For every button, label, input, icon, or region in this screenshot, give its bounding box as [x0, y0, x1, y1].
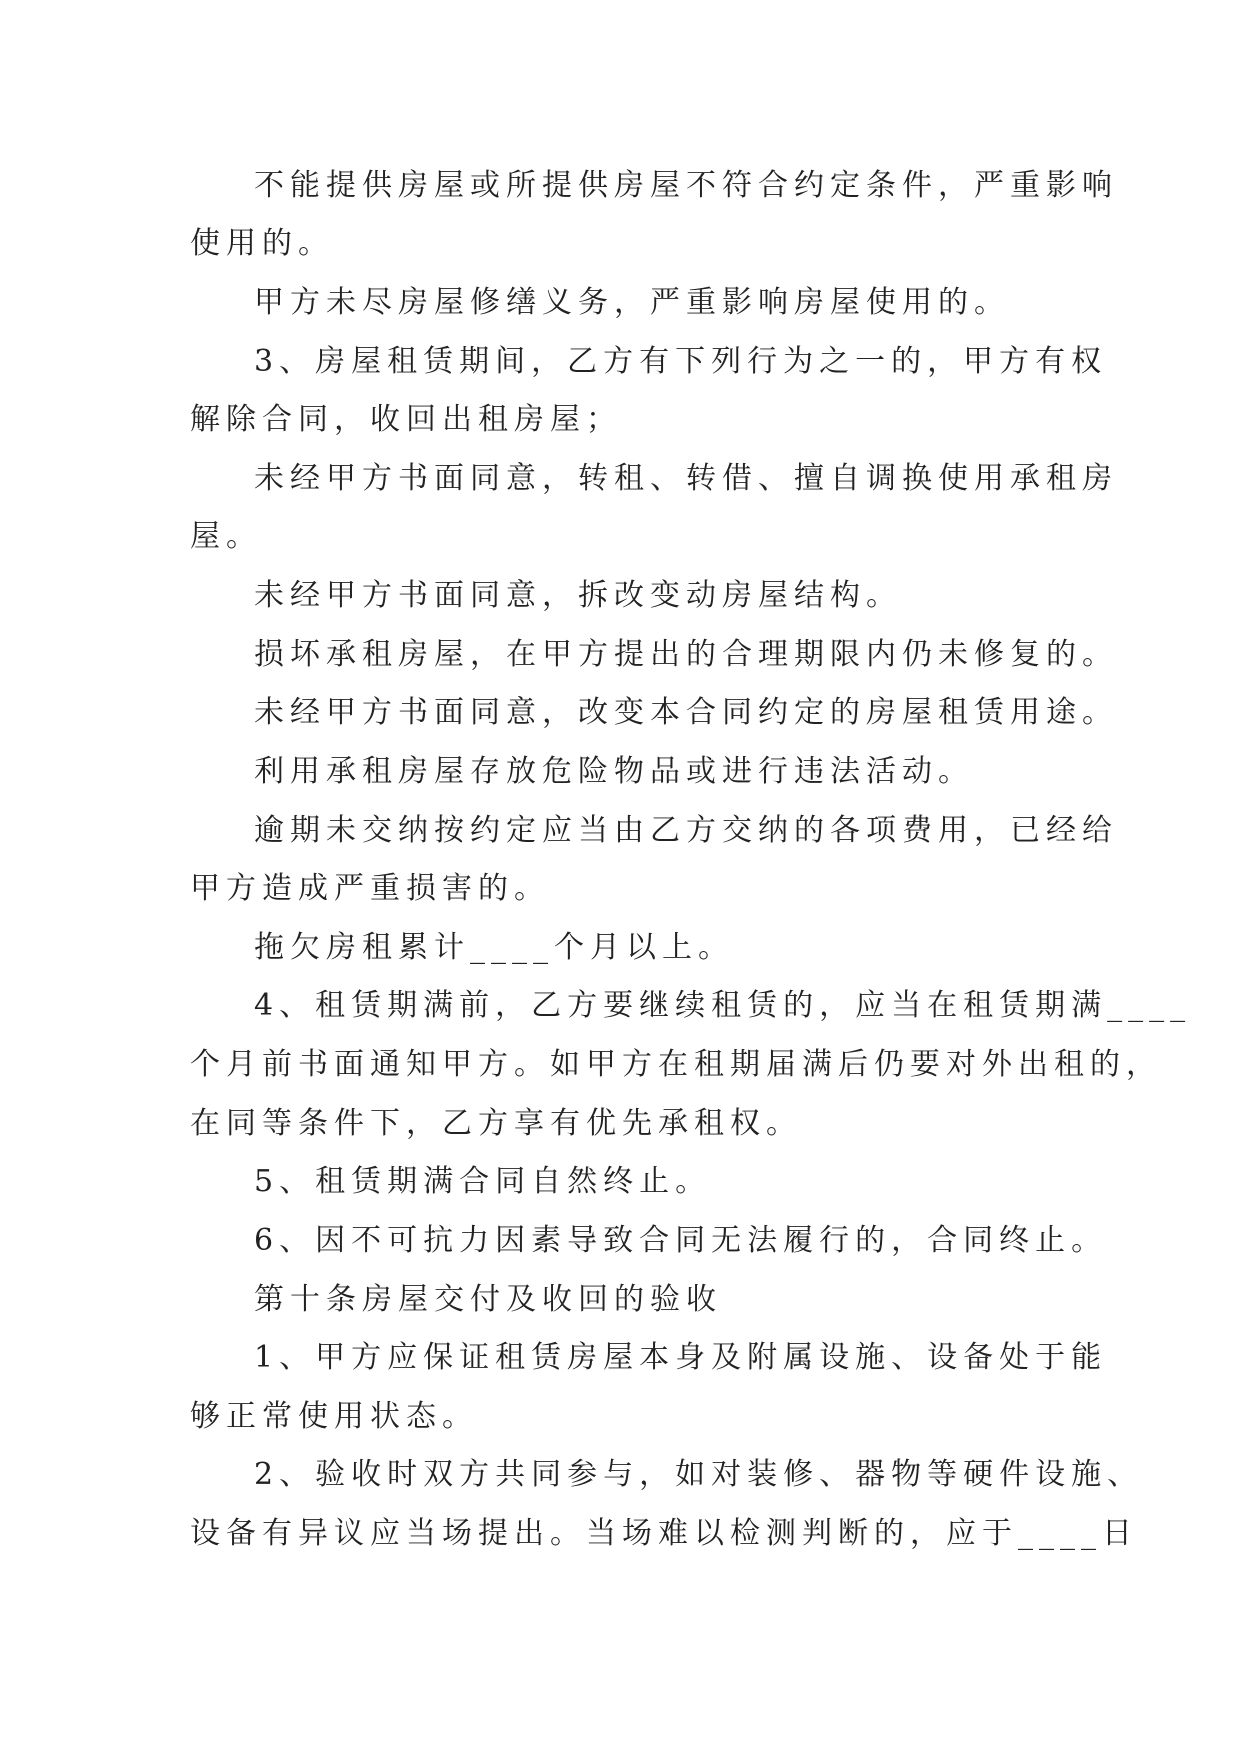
paragraph-line: 利用承租房屋存放危险物品或进行违法活动。	[254, 754, 974, 789]
paragraph-line: 解除合同，收回出租房屋；	[190, 402, 622, 437]
paragraph-line: 3、房屋租赁期间，乙方有下列行为之一的，甲方有权	[254, 344, 1108, 379]
paragraph-line: 拖欠房租累计____个月以上。	[254, 930, 734, 965]
paragraph-line: 6、因不可抗力因素导致合同无法履行的，合同终止。	[254, 1223, 1108, 1258]
paragraph-line: 损坏承租房屋，在甲方提出的合理期限内仍未修复的。	[254, 637, 1118, 672]
paragraph-line: 未经甲方书面同意，转租、转借、擅自调换使用承租房	[254, 461, 1118, 496]
paragraph-line: 逾期未交纳按约定应当由乙方交纳的各项费用，已经给	[254, 813, 1118, 848]
paragraph-line: 在同等条件下，乙方享有优先承租权。	[190, 1106, 802, 1141]
paragraph-line: 甲方造成严重损害的。	[190, 871, 550, 906]
paragraph-line: 设备有异议应当场提出。当场难以检测判断的，应于____日	[190, 1516, 1138, 1551]
paragraph-line: 个月前书面通知甲方。如甲方在租期届满后仍要对外出租的，	[190, 1047, 1162, 1082]
paragraph-line: 未经甲方书面同意，拆改变动房屋结构。	[254, 578, 902, 613]
paragraph-line: 够正常使用状态。	[190, 1399, 478, 1434]
section-heading: 第十条房屋交付及收回的验收	[254, 1282, 722, 1317]
paragraph-line: 甲方未尽房屋修缮义务，严重影响房屋使用的。	[254, 285, 1010, 320]
paragraph-line: 4、租赁期满前，乙方要继续租赁的，应当在租赁期满____	[254, 988, 1192, 1023]
paragraph-line: 1、甲方应保证租赁房屋本身及附属设施、设备处于能	[254, 1340, 1108, 1375]
paragraph-line: 未经甲方书面同意，改变本合同约定的房屋租赁用途。	[254, 695, 1118, 730]
paragraph-line: 使用的。	[190, 226, 334, 261]
paragraph-line: 不能提供房屋或所提供房屋不符合约定条件，严重影响	[254, 168, 1118, 203]
paragraph-line: 5、租赁期满合同自然终止。	[254, 1164, 712, 1199]
paragraph-line: 屋。	[190, 519, 262, 554]
paragraph-line: 2、验收时双方共同参与，如对装修、器物等硬件设施、	[254, 1457, 1144, 1492]
